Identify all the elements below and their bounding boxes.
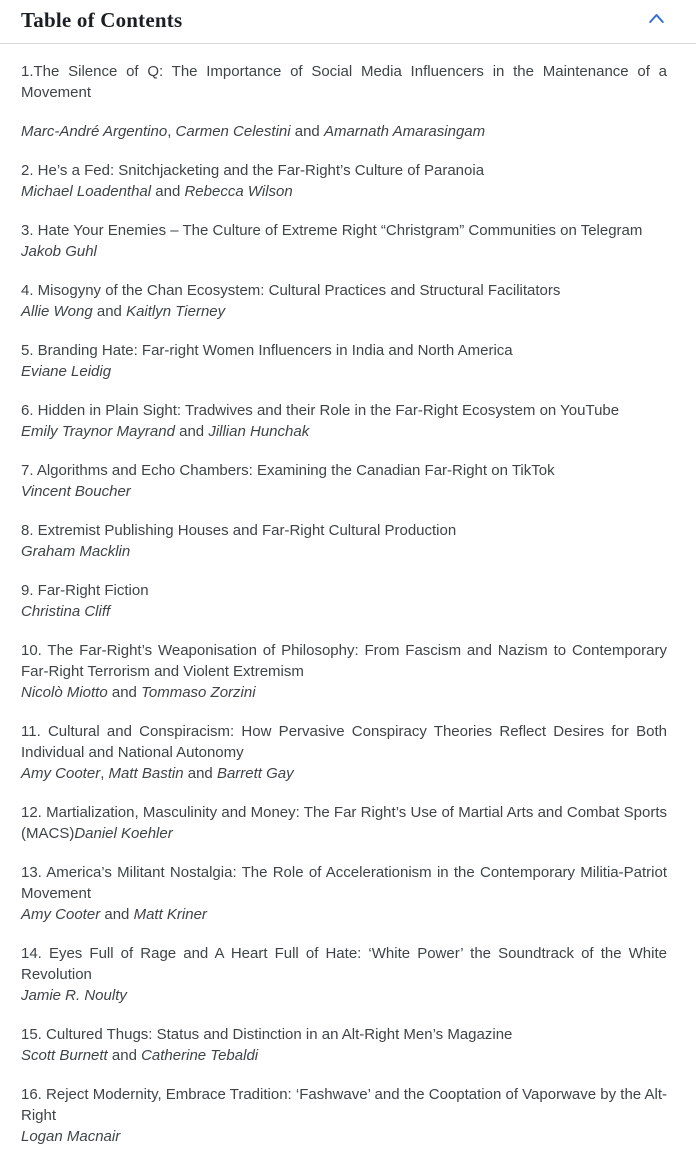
entry-authors: Logan Macnair — [21, 1128, 121, 1145]
entry-title: 11. Cultural and Conspiracism: How Pervasive Conspiracy Theories Reflect Desires for Both Individual and National Autonomy — [21, 723, 667, 761]
toc-entry — [21, 943, 667, 1006]
toc-entry — [21, 520, 667, 562]
toc-entry — [21, 460, 667, 502]
entry-title: 2. He’s a Fed: Snitchjacketing and the Far-Right’s Culture of Paranoia — [21, 162, 485, 179]
toc-entry — [21, 160, 667, 202]
toc-entry — [21, 640, 667, 703]
entry-authors: Jamie R. Noulty — [21, 987, 127, 1004]
entry-authors: Emily Traynor Mayrand and Jillian Hunchak — [21, 423, 310, 440]
entry-title: 10. The Far-Right’s Weaponisation of Philosophy: From Fascism and Nazism to Contemporary Far-Right Terrorism and Violent Extremism — [21, 642, 667, 680]
entry-title: 13. America’s Militant Nostalgia: The Role of Accelerationism in the Contemporary Militia-Patriot Movement — [21, 864, 667, 902]
entry-authors: Marc-André Argentino, Carmen Celestini and Amarnath Amarasingam — [21, 123, 486, 140]
entry-title: 6. Hidden in Plain Sight: Tradwives and their Role in the Far-Right Ecosystem on YouTube — [21, 402, 620, 419]
chevron-up-icon — [647, 14, 666, 29]
entry-title: 14. Eyes Full of Rage and A Heart Full of Hate: ‘White Power’ the Soundtrack of the White Revolution — [21, 945, 667, 983]
entry-authors: Eviane Leidig — [21, 363, 112, 380]
collapse-section-button[interactable] — [647, 11, 666, 26]
toc-entry — [21, 862, 667, 925]
entry-title: 7. Algorithms and Echo Chambers: Examining the Canadian Far-Right on TikTok — [21, 462, 555, 479]
toc-entries — [0, 44, 696, 1147]
toc-entry — [21, 802, 667, 844]
entry-authors: Graham Macklin — [21, 543, 131, 560]
entry-authors: Allie Wong and Kaitlyn Tierney — [21, 303, 226, 320]
entry-authors: Daniel Koehler — [74, 825, 173, 842]
entry-authors: Scott Burnett and Catherine Tebaldi — [21, 1047, 259, 1064]
entry-title: 12. Martialization, Masculinity and Money: The Far Right’s Use of Martial Arts and Combat Sports (MACS) — [21, 804, 667, 842]
entry-title: 16. Reject Modernity, Embrace Tradition: ‘Fashwave’ and the Cooptation of Vaporwave by the Alt-Right — [21, 1086, 667, 1124]
toc-header — [0, 0, 696, 44]
page-title: Table of Contents — [21, 8, 183, 32]
toc-entry — [21, 721, 667, 784]
toc-entry — [21, 400, 667, 442]
entry-title: 9. Far-Right Fiction — [21, 582, 149, 599]
toc-entry — [21, 1024, 667, 1066]
entry-authors: Christina Cliff — [21, 603, 111, 620]
entry-title: 5. Branding Hate: Far-right Women Influencers in India and North America — [21, 342, 513, 359]
entry-authors: Vincent Boucher — [21, 483, 131, 500]
toc-entry — [21, 580, 667, 622]
toc-entry — [21, 340, 667, 382]
toc-entry — [21, 280, 667, 322]
toc-entry — [21, 220, 667, 262]
toc-entry-authors — [21, 121, 667, 142]
entry-authors: Nicolò Miotto and Tommaso Zorzini — [21, 684, 256, 701]
entry-authors: Amy Cooter and Matt Kriner — [21, 906, 207, 923]
entry-title: 1.The Silence of Q: The Importance of Social Media Influencers in the Maintenance of a Movement — [21, 63, 667, 101]
toc-entry — [21, 61, 667, 103]
entry-title: 8. Extremist Publishing Houses and Far-Right Cultural Production — [21, 522, 457, 539]
entry-authors: Amy Cooter, Matt Bastin and Barrett Gay — [21, 765, 294, 782]
entry-title: 4. Misogyny of the Chan Ecosystem: Cultural Practices and Structural Facilitators — [21, 282, 561, 299]
entry-title: 3. Hate Your Enemies – The Culture of Extreme Right “Christgram” Communities on Telegram — [21, 222, 643, 239]
entry-authors: Michael Loadenthal and Rebecca Wilson — [21, 183, 293, 200]
entry-title: 15. Cultured Thugs: Status and Distinction in an Alt-Right Men’s Magazine — [21, 1026, 513, 1043]
toc-entry — [21, 1084, 667, 1147]
entry-authors: Jakob Guhl — [21, 243, 97, 260]
